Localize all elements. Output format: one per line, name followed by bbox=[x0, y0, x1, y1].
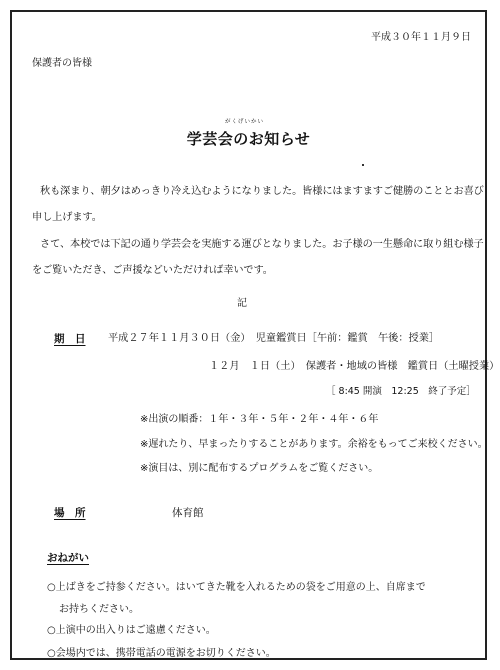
notice-page bbox=[10, 10, 500, 660]
request-item-3: ○会場内では、携帯電話の電源をお切りください。 bbox=[47, 648, 276, 659]
ki-heading: 記 bbox=[237, 298, 247, 309]
place-label: 場 所 bbox=[54, 507, 86, 519]
period-line-1: 平成２７年１１月３０日（金） 児童鑑賞日［午前：鑑賞 午後：授業］ bbox=[108, 333, 440, 344]
request-item-2: ○上演中の出入りはご遠慮ください。 bbox=[47, 625, 216, 636]
note-order: ※出演の順番：１年・３年・５年・２年・４年・６年 bbox=[140, 414, 379, 425]
period-line-2: １２月 １日（土） 保護者・地域の皆様 鑑賞日（土曜授業） bbox=[209, 361, 500, 372]
period-line-3: ［ 8:45 開演 12:25 終了予定］ bbox=[326, 386, 476, 397]
requests-label: おねがい bbox=[47, 552, 89, 564]
request-item-1-continued: お持ちください。 bbox=[59, 604, 139, 615]
note-timing: ※遅れたり、早まったりすることがあります。余裕をもってご来校ください。 bbox=[140, 439, 488, 450]
note-program: ※演目は、別に配布するプログラムをご覧ください。 bbox=[140, 463, 379, 474]
greeting-paragraph: 秋も深まり、朝夕はめっきり冷え込むようになりました。皆様にはますますご健勝のこととお喜び申し上げます。 bbox=[32, 186, 484, 223]
stray-mark bbox=[362, 164, 364, 166]
issue-date: 平成３０年１１月９日 bbox=[371, 32, 471, 43]
addressee: 保護者の皆様 bbox=[32, 58, 92, 69]
request-item-1: ○上ばきをご持参ください。はいてきた靴を入れるための袋をご用意の上、自席まで bbox=[47, 582, 426, 593]
period-label: 期 日 bbox=[54, 333, 86, 345]
announcement-paragraph: さて、本校では下記の通り学芸会を実施する運びとなりました。お子様の一生懸命に取り組む様子をご覧いただき、ご声援などいただければ幸いです。 bbox=[32, 239, 484, 276]
page-title: 学芸会のお知らせ bbox=[186, 130, 311, 148]
title-furigana: がくげいかい bbox=[225, 119, 265, 125]
place-value: 体育館 bbox=[172, 507, 204, 519]
